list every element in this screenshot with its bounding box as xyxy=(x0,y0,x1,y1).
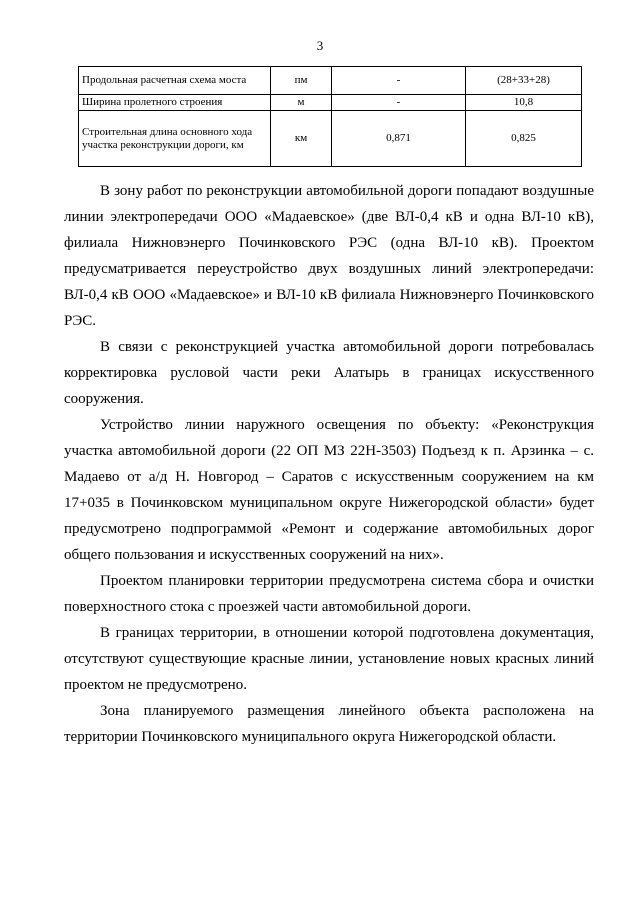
body-paragraph: Проектом планировки территории предусмотрена система сбора и очистки поверхностного стока с проезжей части автомобильной дороги. xyxy=(64,573,594,615)
table-row xyxy=(79,111,582,167)
table-row xyxy=(79,67,582,95)
parameters-table xyxy=(78,66,582,167)
page-number: 3 xyxy=(316,38,324,53)
table-cell-name: Строительная длина основного хода участка реконструкции дороги, км xyxy=(79,111,271,167)
table-cell-value-2: 0,825 xyxy=(466,111,582,167)
table-cell-name: Ширина пролетного строения xyxy=(79,95,271,111)
body-paragraph: Зона планируемого размещения линейного объекта расположена на территории Починковского муниципального округа Нижегородской области. xyxy=(64,703,594,745)
table-cell-value-1: 0,871 xyxy=(332,111,466,167)
table-cell-value-2: 10,8 xyxy=(466,95,582,111)
table-cell-value-1: - xyxy=(332,67,466,95)
table-row xyxy=(79,95,582,111)
table-cell-unit: пм xyxy=(271,67,332,95)
table-cell-name: Продольная расчетная схема моста xyxy=(79,67,271,95)
table-cell-unit: км xyxy=(271,111,332,167)
body-paragraph: В зону работ по реконструкции автомобильной дороги попадают воздушные линии электропередачи ООО «Мадаевское» (две ВЛ-0,4 кВ и одна ВЛ-10 кВ), филиала Нижновэнерго Починковского РЭС (одна ВЛ-10 кВ). Проектом предусматривается переустройство двух воздушных линий электропередачи: ВЛ-0,4 кВ ООО «Мадаевское» и ВЛ-10 кВ филиала Нижновэнерго Починковского РЭС. xyxy=(64,183,594,329)
table-cell-value-1: - xyxy=(332,95,466,111)
table-cell-value-2: (28+33+28) xyxy=(466,67,582,95)
table-cell-unit: м xyxy=(271,95,332,111)
body-paragraph: Устройство линии наружного освещения по объекту: «Реконструкция участка автомобильной дороги (22 ОП МЗ 22Н-3503) Подъезд к п. Арзинка – с. Мадаево от а/д Н. Новгород – Саратов с искусственным сооружением на км 17+035 в Починковском муниципальном округе Нижегородской области» будет предусмотрено подпрограммой «Ремонт и содержание автомобильных дорог общего пользования и искусственных сооружений на них». xyxy=(64,417,594,563)
body-paragraph: В границах территории, в отношении которой подготовлена документация, отсутствуют существующие красные линии, установление новых красных линий проектом не предусмотрено. xyxy=(64,625,594,693)
body-paragraph: В связи с реконструкцией участка автомобильной дороги потребовалась корректировка русловой части реки Алатырь в границах искусственного сооружения. xyxy=(64,339,594,407)
